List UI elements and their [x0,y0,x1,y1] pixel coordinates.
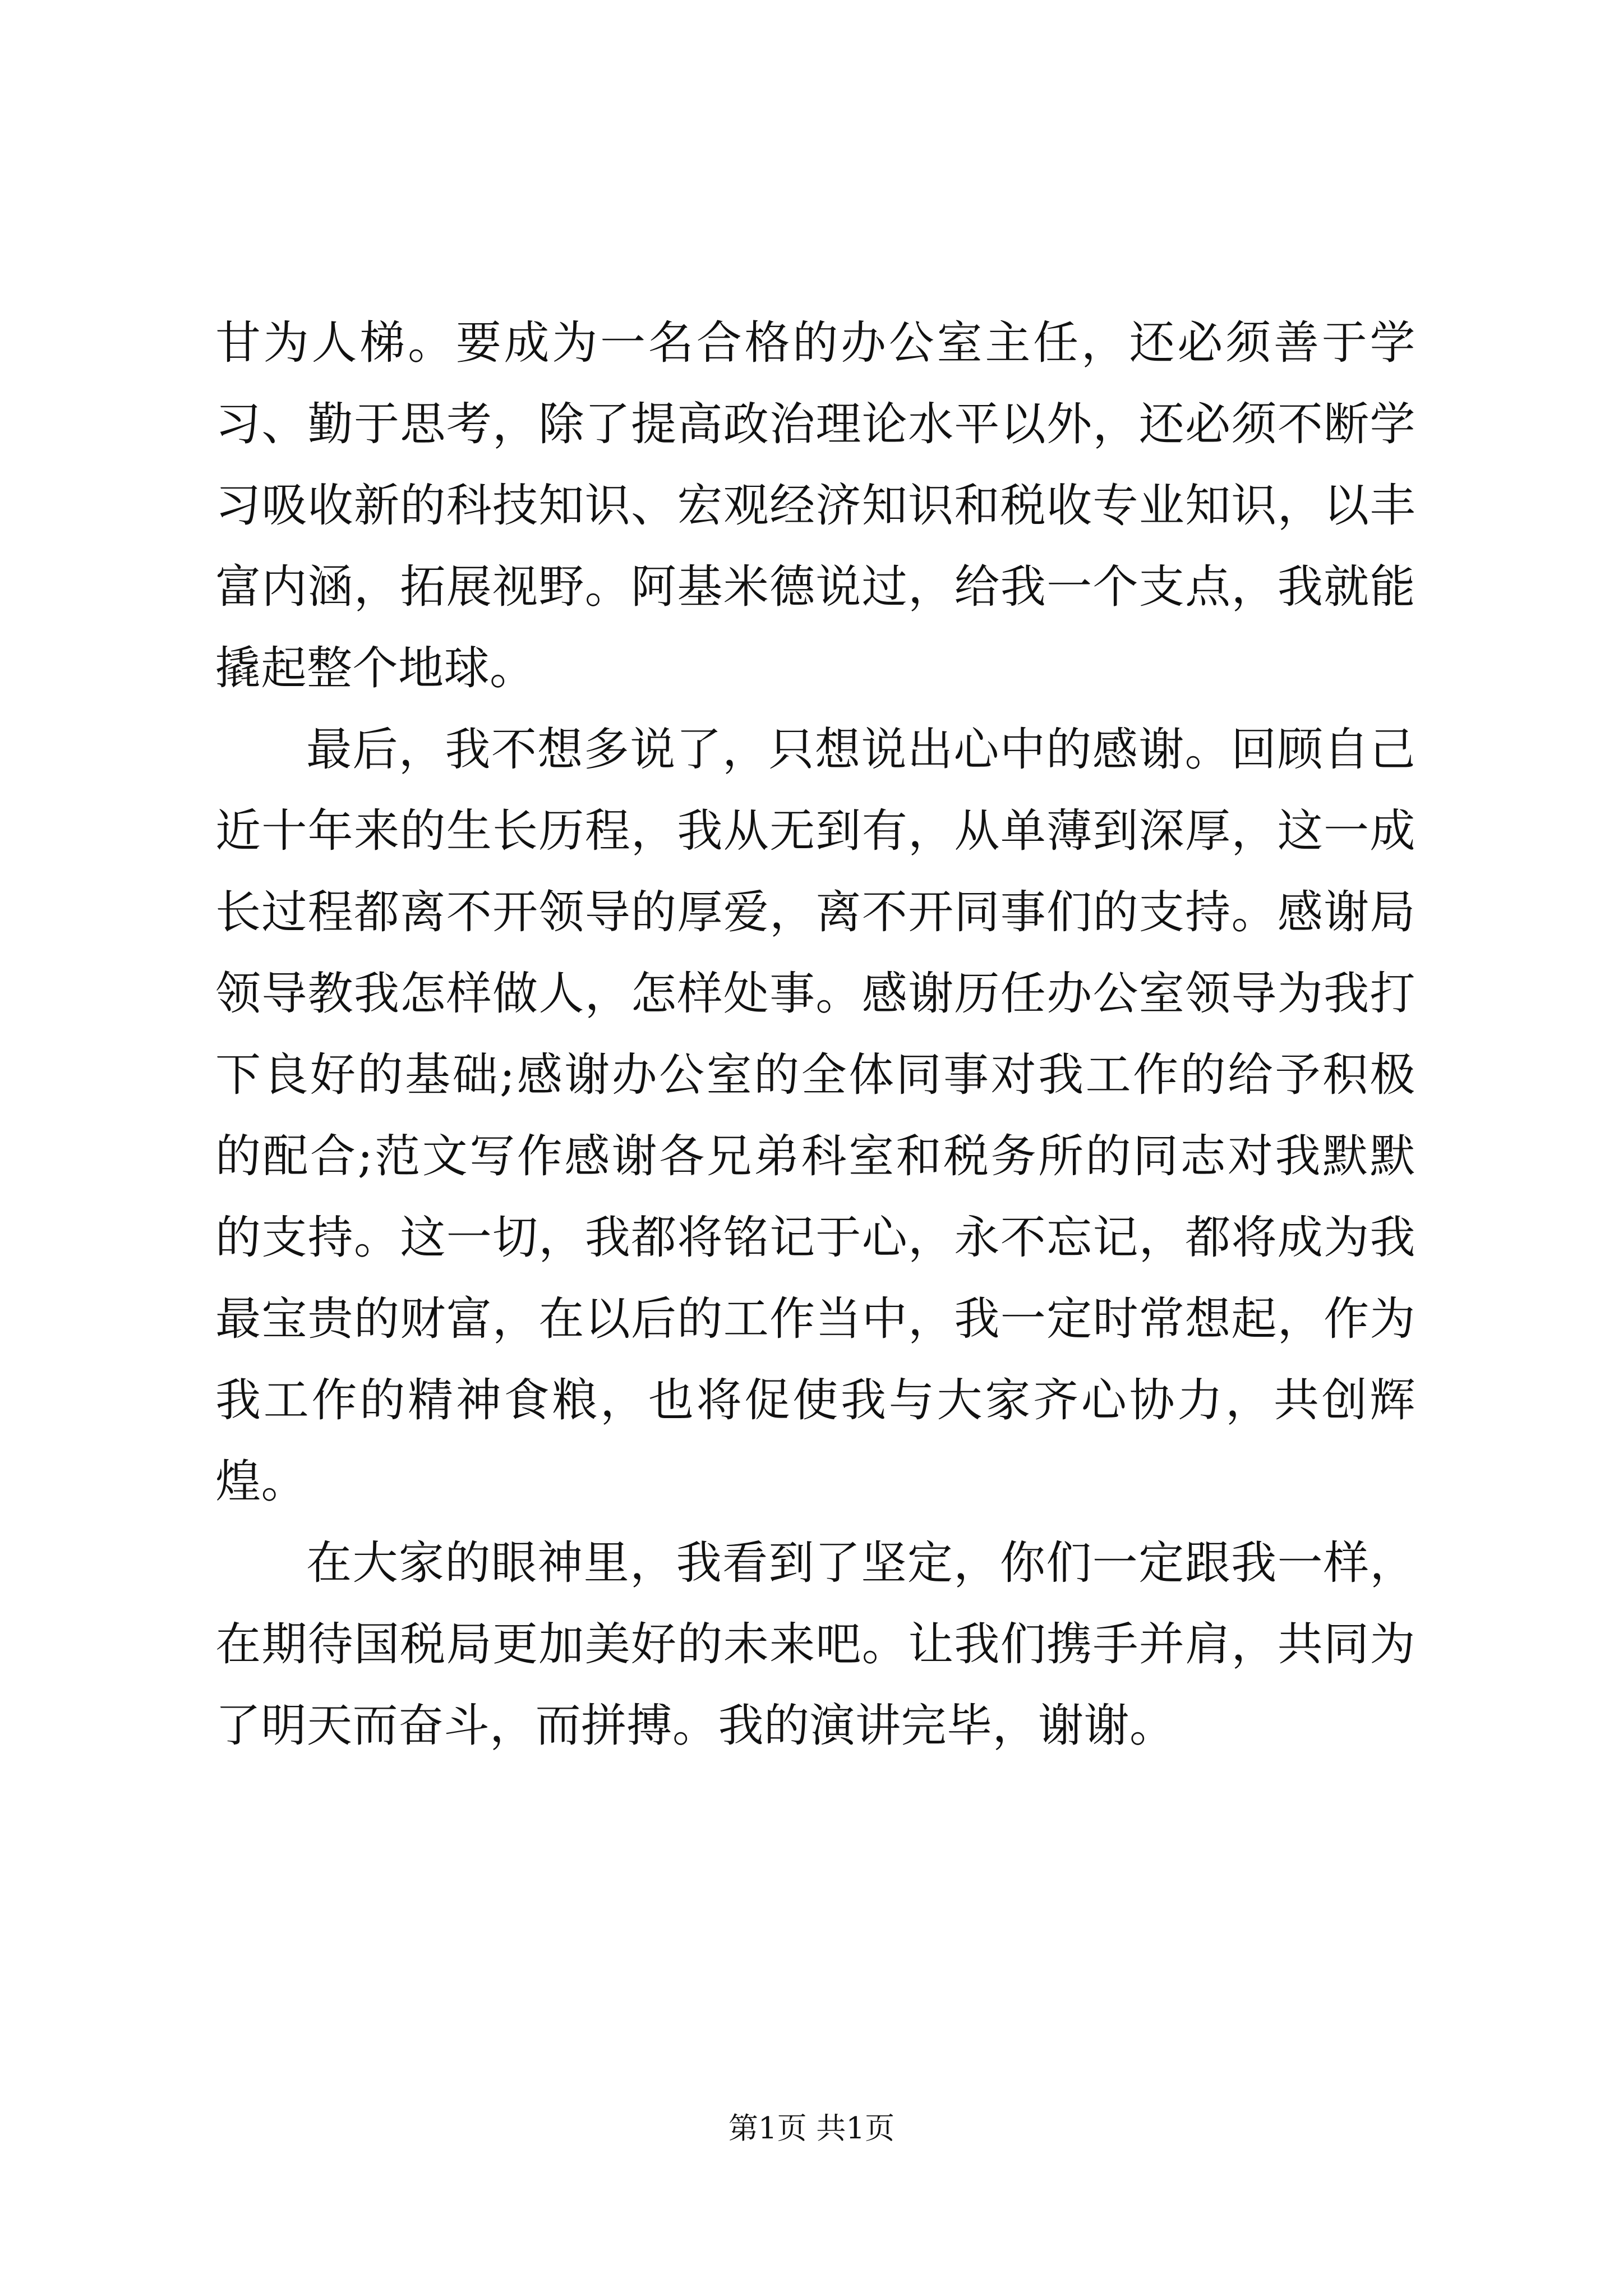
page-footer: 第1页 共1页 [728,2111,895,2146]
document-body [215,303,1415,1767]
paragraph-3: 在大家的眼神里，我看到了坚定，你们一定跟我一样，在期待国税局更加美好的未来吧。让我们携手并肩，共同为了明天而奋斗，而拼搏。我的演讲完毕，谢谢。 [215,1537,1415,1752]
paragraph-1: 甘为人梯。要成为一名合格的办公室主任，还必须善于学习、勤于思考，除了提高政治理论水平以外，还必须不断学习吸收新的科技知识、宏观经济知识和税收专业知识，以丰富内涵，拓展视野。阿基米德说过，给我一个支点，我就能撬起整个地球。 [215,317,1415,695]
paragraph-2: 最后，我不想多说了，只想说出心中的感谢。回顾自己近十年来的生长历程，我从无到有，从单薄到深厚，这一成长过程都离不开领导的厚爱，离不开同事们的支持。感谢局领导教我怎样做人，怎样处事。感谢历任办公室领导为我打下良好的基础;感谢办公室的全体同事对我工作的给予积极的配合;范文写作感谢各兄弟科室和税务所的同志对我默默的支持。这一切，我都将铭记于心，永不忘记，都将成为我最宝贵的财富，在以后的工作当中，我一定时常想起，作为我工作的精神食粮，也将促使我与大家齐心协力，共创辉煌。 [215,724,1415,1508]
